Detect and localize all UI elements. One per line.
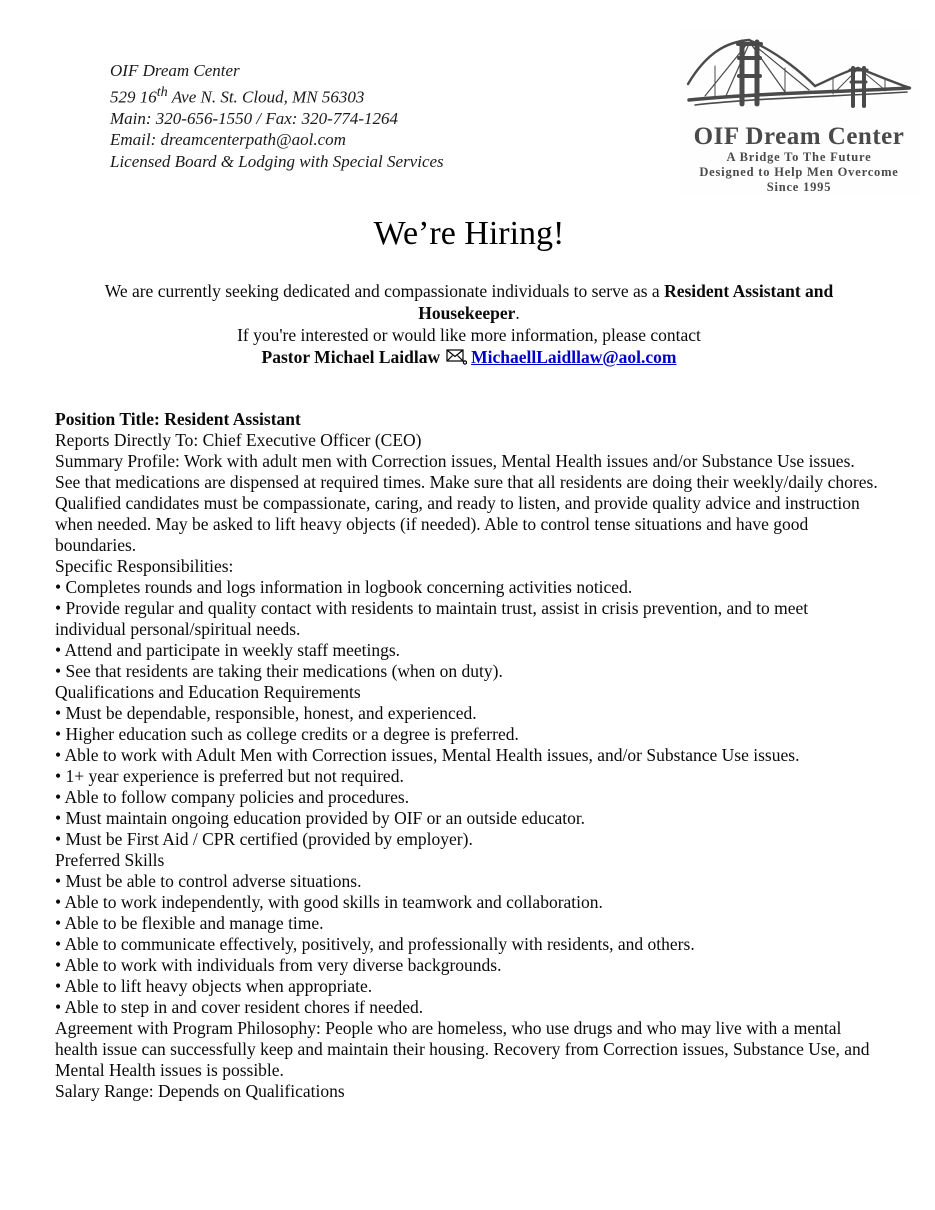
intro-paragraph: We are currently seeking dedicated and compassionate individuals to serve as a Resident Assistant and Housekeeper.	[104, 281, 834, 323]
doc-line: • Must be able to control adverse situations.	[55, 871, 362, 891]
doc-line: • Higher education such as college credits or a degree is preferred.	[55, 724, 519, 744]
doc-line: Qualifications and Education Requirements	[55, 682, 361, 702]
bridge-icon	[685, 28, 913, 124]
logo-tagline: A Bridge To The Future	[726, 150, 872, 164]
contact-instruction: If you're interested or would like more information, please contact	[237, 325, 701, 345]
doc-line: • Able to follow company policies and procedures.	[55, 787, 410, 807]
doc-line: Reports Directly To: Chief Executive Officer (CEO)	[55, 430, 422, 450]
intro-section	[55, 280, 883, 368]
logo-subtagline: Designed to Help Men Overcome	[699, 165, 899, 179]
address-superscript: th	[156, 83, 168, 100]
logo-since: Since 1995	[766, 180, 832, 194]
doc-line: • Able to work independently, with good skills in teamwork and collaboration.	[55, 892, 603, 912]
doc-line: • Able to be flexible and manage time.	[55, 913, 324, 933]
page-title: We’re Hiring!	[373, 215, 565, 252]
doc-line: • Provide regular and quality contact with residents to maintain trust, assist in crisis prevention, and to meet individual personal/spiritual needs.	[55, 598, 809, 639]
page-header	[55, 0, 905, 207]
envelope-icon	[446, 349, 467, 365]
doc-line: Summary Profile: Work with adult men with Correction issues, Mental Health issues and/or Substance Use issues. See that medications are dispensed at required times. Make sure that all residents are doing their weekly/daily chores. Qualified candidates must be compassionate, caring, and ready to listen, and provide quality advice and instruction when needed. May be asked to lift heavy objects (if needed). Able to control tense situations and have good boundaries.	[55, 451, 878, 555]
job-description-body	[55, 409, 883, 1102]
doc-line: • Must be First Aid / CPR certified (provided by employer).	[55, 829, 473, 849]
doc-line: • Must be dependable, responsible, honest, and experienced.	[55, 703, 477, 723]
doc-line: Position Title: Resident Assistant	[55, 409, 301, 429]
org-phone-fax: Main: 320-656-1550 / Fax: 320-774-1264	[110, 108, 399, 128]
doc-line: • Able to work with Adult Men with Correction issues, Mental Health issues, and/or Substance Use issues.	[55, 745, 800, 765]
doc-line: • Able to step in and cover resident chores if needed.	[55, 997, 424, 1017]
org-logo	[679, 28, 919, 195]
doc-line: • 1+ year experience is preferred but not required.	[55, 766, 404, 786]
contact-line	[55, 346, 883, 368]
org-name: OIF Dream Center	[110, 61, 240, 80]
doc-line: • See that residents are taking their medications (when on duty).	[55, 661, 503, 681]
contact-email-link[interactable]: MichaellLaidllaw@aol.com	[471, 347, 677, 367]
doc-line: • Able to lift heavy objects when appropriate.	[55, 976, 373, 996]
doc-line: Specific Responsibilities:	[55, 556, 234, 576]
doc-line: • Able to work with individuals from very diverse backgrounds.	[55, 955, 502, 975]
doc-line: Agreement with Program Philosophy: People who are homeless, who use drugs and who may live with a mental health issue can successfully keep and maintain their housing. Recovery from Correction issues, Substance Use, and Mental Health issues is possible.	[55, 1018, 870, 1080]
org-email: Email: dreamcenterpath@aol.com	[110, 130, 346, 150]
org-address: 529 16th Ave N. St. Cloud, MN 56303	[110, 83, 365, 107]
doc-line: • Completes rounds and logs information in logbook concerning activities noticed.	[55, 577, 633, 597]
contact-name: Pastor Michael Laidlaw	[261, 347, 441, 367]
position-names-bold: Resident Assistant and Housekeeper	[418, 281, 834, 323]
doc-line: • Attend and participate in weekly staff meetings.	[55, 640, 401, 660]
doc-line: • Must maintain ongoing education provided by OIF or an outside educator.	[55, 808, 586, 828]
logo-title: OIF Dream Center	[693, 123, 905, 150]
doc-line: Preferred Skills	[55, 850, 165, 870]
org-license: Licensed Board & Lodging with Special Services	[110, 151, 444, 171]
doc-line: • Able to communicate effectively, positively, and professionally with residents, and others.	[55, 934, 695, 954]
doc-line: Salary Range: Depends on Qualifications	[55, 1081, 345, 1101]
